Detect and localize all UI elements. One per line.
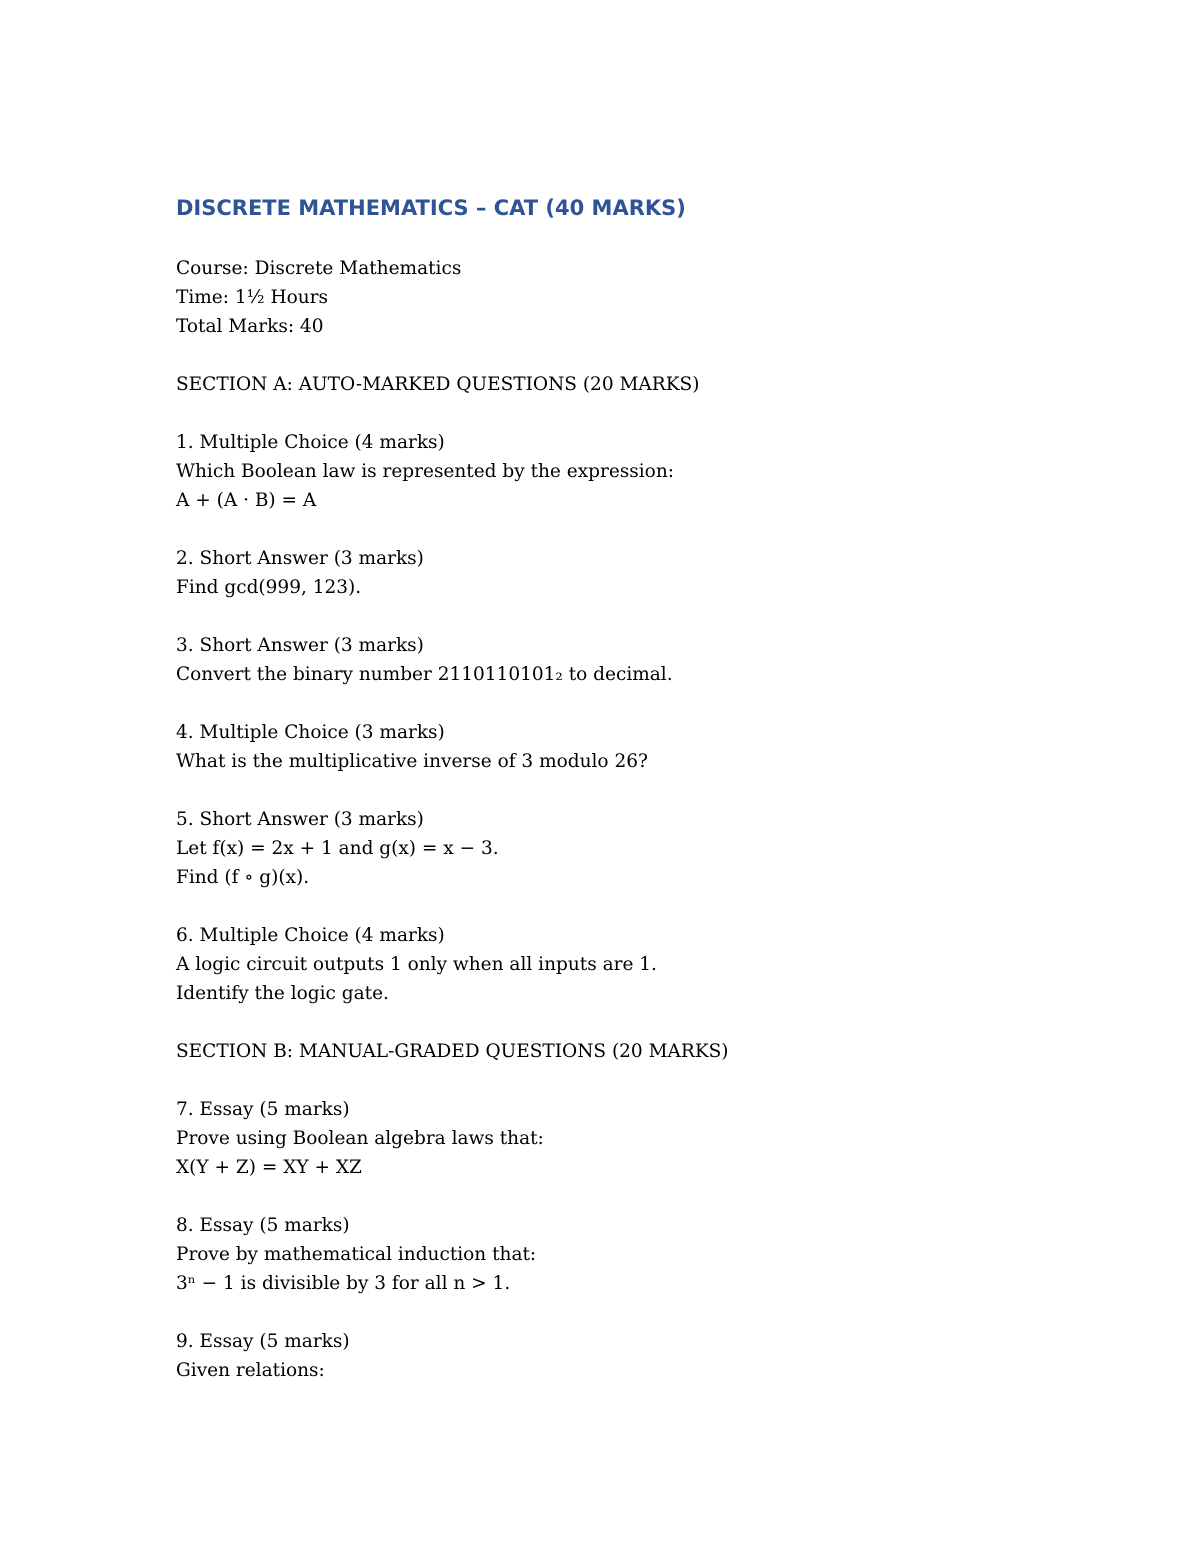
question-header: 5. Short Answer (3 marks) bbox=[176, 809, 424, 830]
question-8 bbox=[176, 1211, 1076, 1298]
section-a-heading: SECTION A: AUTO-MARKED QUESTIONS (20 MARKS) bbox=[176, 374, 700, 395]
question-header: 8. Essay (5 marks) bbox=[176, 1215, 350, 1236]
question-text: Convert the binary number 2110110101₂ to decimal. bbox=[176, 664, 673, 685]
question-text: Identify the logic gate. bbox=[176, 983, 389, 1004]
total-marks-line: Total Marks: 40 bbox=[176, 316, 324, 337]
question-text: Given relations: bbox=[176, 1360, 325, 1381]
question-6 bbox=[176, 921, 1076, 1008]
question-text: Prove by mathematical induction that: bbox=[176, 1244, 537, 1265]
question-text: What is the multiplicative inverse of 3 modulo 26? bbox=[176, 751, 648, 772]
question-7 bbox=[176, 1095, 1076, 1182]
time-line: Time: 1½ Hours bbox=[176, 287, 328, 308]
question-expression: X(Y + Z) = XY + XZ bbox=[176, 1157, 362, 1178]
question-header: 6. Multiple Choice (4 marks) bbox=[176, 925, 445, 946]
question-9 bbox=[176, 1327, 1076, 1385]
question-expression: A + (A · B) = A bbox=[176, 490, 317, 511]
question-text: Prove using Boolean algebra laws that: bbox=[176, 1128, 544, 1149]
question-5 bbox=[176, 805, 1076, 892]
question-1 bbox=[176, 428, 1076, 515]
question-text: A logic circuit outputs 1 only when all inputs are 1. bbox=[176, 954, 657, 975]
question-text: Find gcd(999, 123). bbox=[176, 577, 362, 598]
document-title: DISCRETE MATHEMATICS – CAT (40 MARKS) bbox=[176, 196, 686, 220]
question-text: Which Boolean law is represented by the expression: bbox=[176, 461, 674, 482]
question-header: 3. Short Answer (3 marks) bbox=[176, 635, 424, 656]
course-line: Course: Discrete Mathematics bbox=[176, 258, 462, 279]
question-header: 7. Essay (5 marks) bbox=[176, 1099, 350, 1120]
question-3 bbox=[176, 631, 1076, 689]
question-text: Let f(x) = 2x + 1 and g(x) = x − 3. bbox=[176, 838, 499, 859]
section-b-heading: SECTION B: MANUAL-GRADED QUESTIONS (20 MARKS) bbox=[176, 1041, 729, 1062]
question-text: Find (f ∘ g)(x). bbox=[176, 867, 310, 888]
question-4 bbox=[176, 718, 1076, 776]
document-body bbox=[176, 192, 1076, 1385]
question-2 bbox=[176, 544, 1076, 602]
question-header: 1. Multiple Choice (4 marks) bbox=[176, 432, 445, 453]
question-header: 2. Short Answer (3 marks) bbox=[176, 548, 424, 569]
question-header: 9. Essay (5 marks) bbox=[176, 1331, 350, 1352]
question-header: 4. Multiple Choice (3 marks) bbox=[176, 722, 445, 743]
question-text: 3ⁿ − 1 is divisible by 3 for all n > 1. bbox=[176, 1273, 511, 1294]
